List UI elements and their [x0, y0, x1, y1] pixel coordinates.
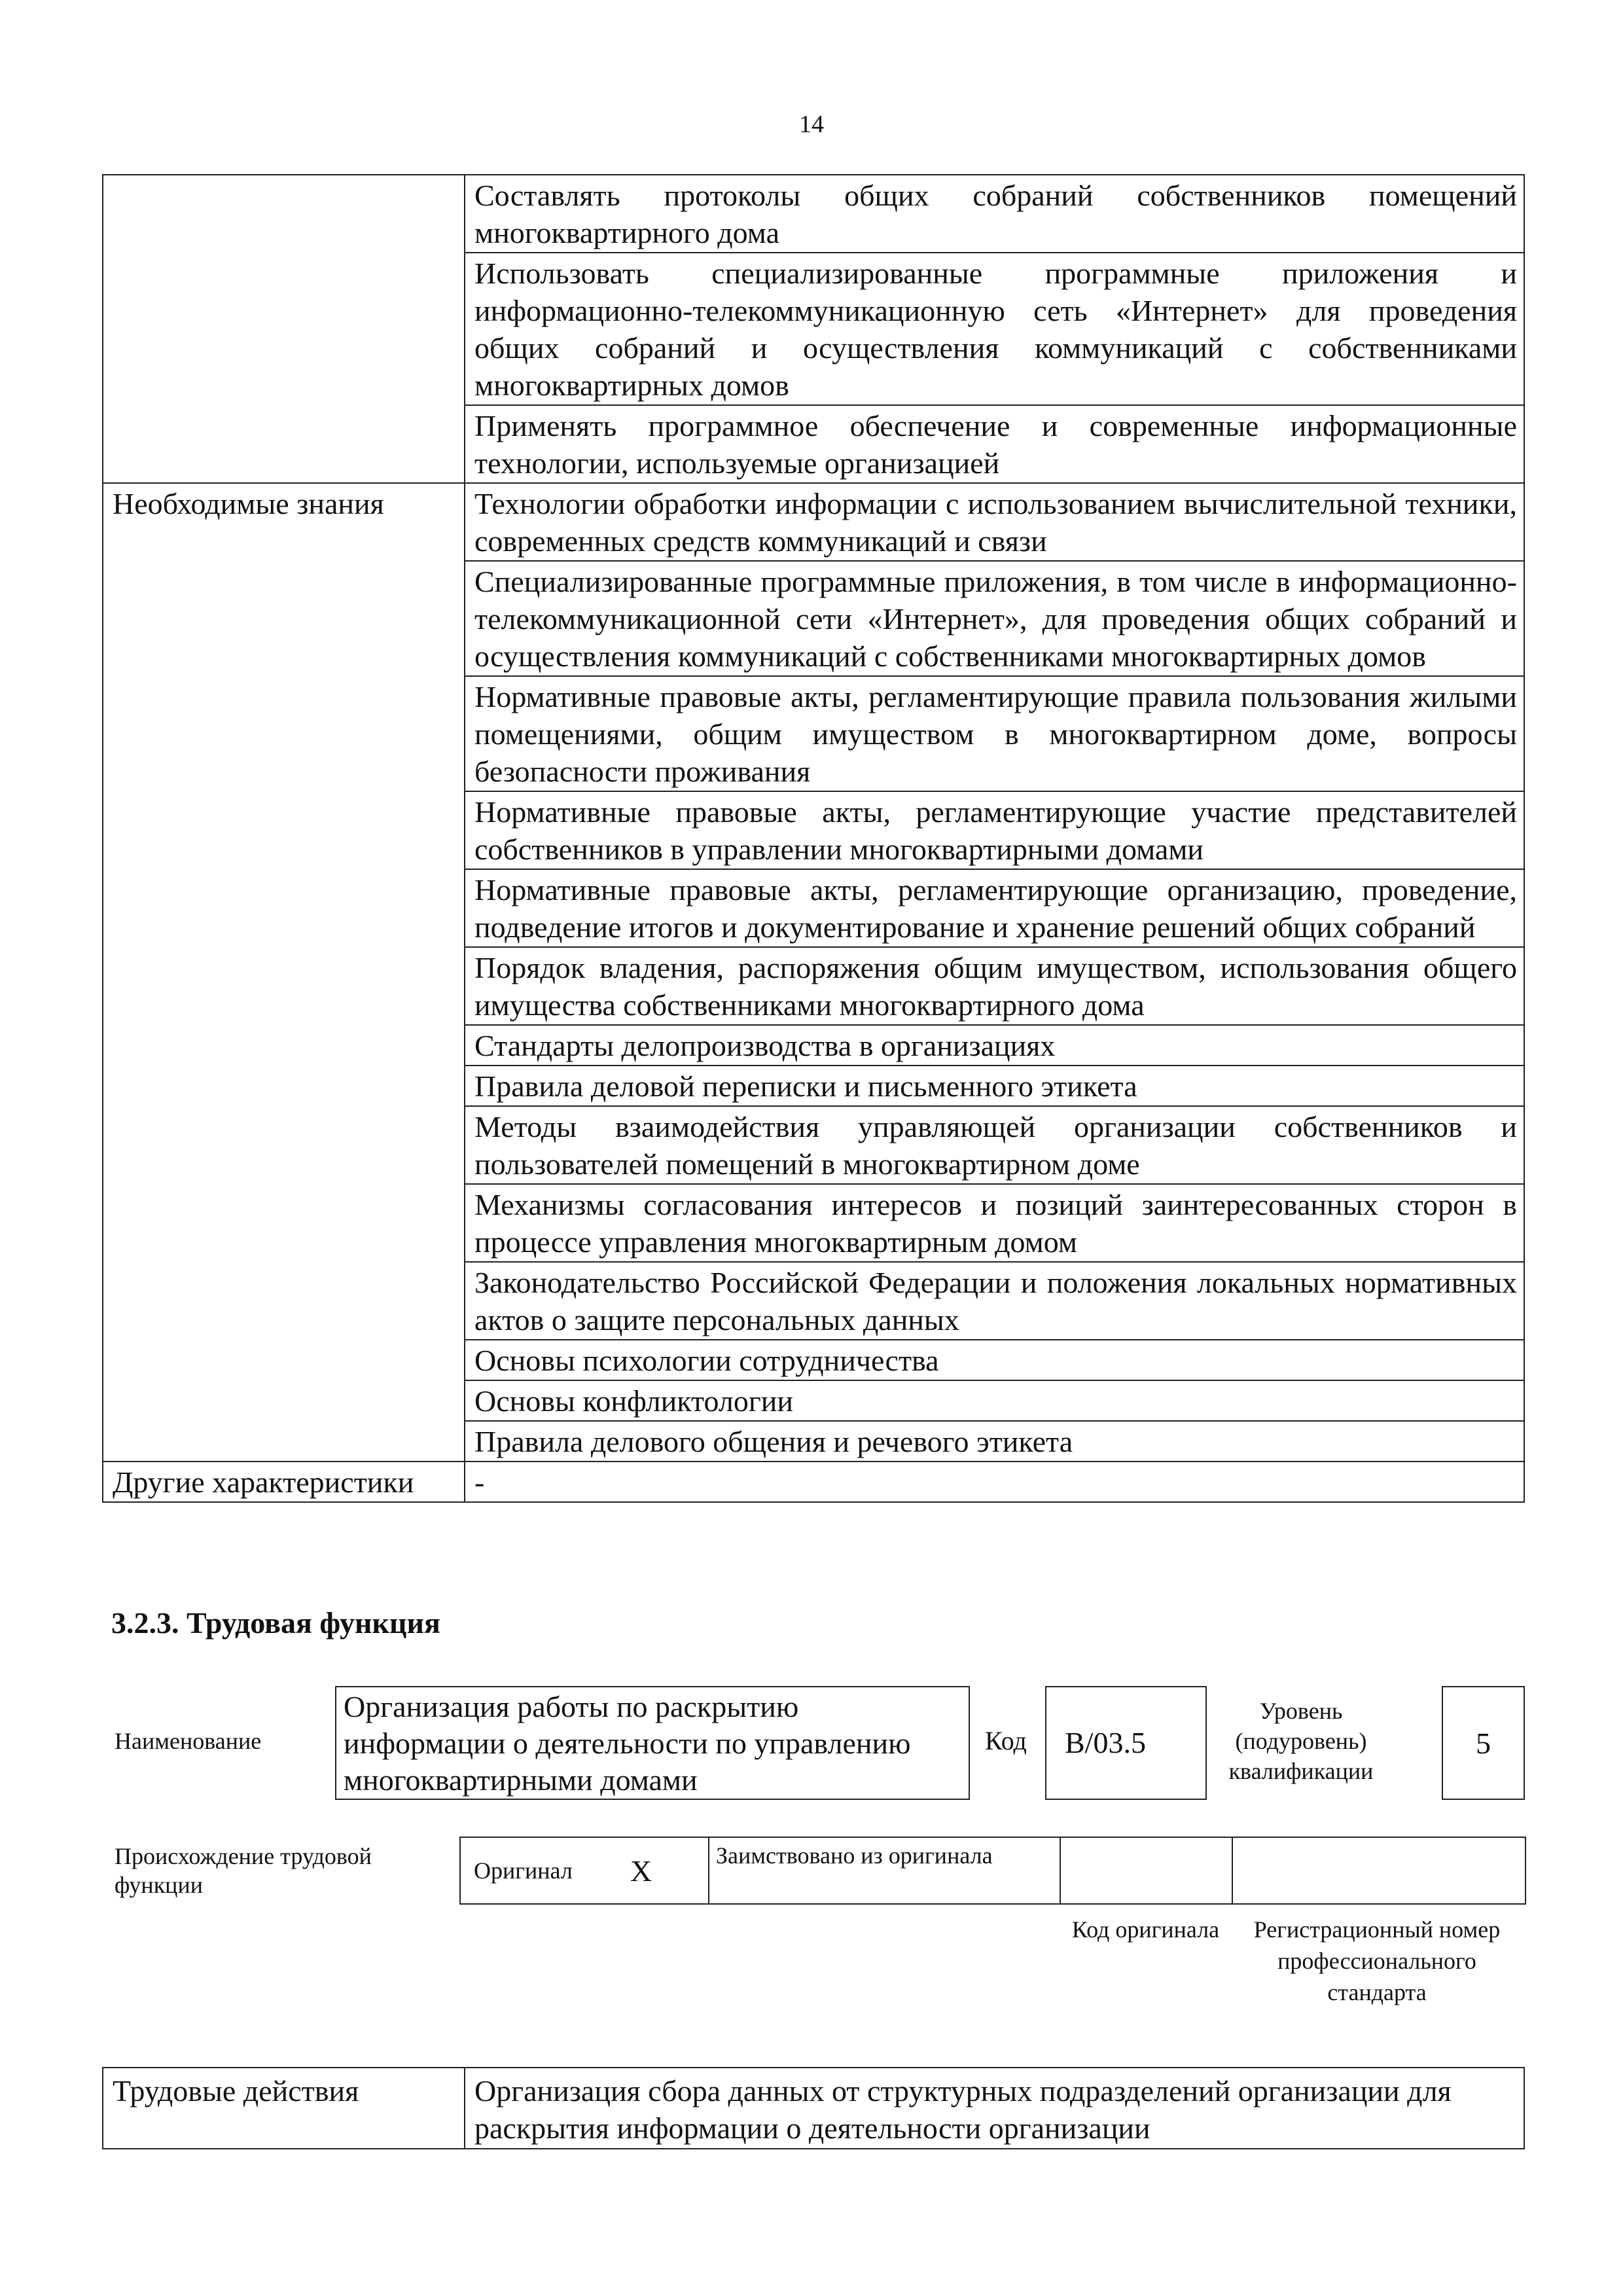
- original-code-cell: [1060, 1837, 1232, 1904]
- requirements-table: [102, 174, 1525, 1503]
- original-label: Оригинал: [460, 1837, 630, 1904]
- actions-label: Трудовые действия: [103, 2068, 465, 2149]
- function-name-box: Организация работы по раскрытию информации о деятельности по управлению многоквартирными домами: [335, 1686, 970, 1800]
- table-cell: Нормативные правовые акты, регламентирующие участие представителей собственников в управлении многоквартирными домами: [465, 791, 1524, 869]
- section-title: 3.2.3. Трудовая функция: [111, 1606, 440, 1640]
- table-cell: Порядок владения, распоряжения общим имуществом, использования общего имущества собственниками многоквартирного дома: [465, 947, 1524, 1025]
- table-cell: Составлять протоколы общих собраний собственников помещений многоквартирного дома: [465, 175, 1524, 253]
- row-label-skills: [103, 175, 465, 483]
- origin-label: Происхождение трудовой функции: [115, 1843, 372, 1898]
- row-label-knowledge: Необходимые знания: [103, 483, 465, 1462]
- page-number: 14: [799, 111, 824, 138]
- table-cell: Технологии обработки информации с использованием вычислительной техники, современных средств коммуникаций и связи: [465, 483, 1524, 561]
- table-cell: Основы психологии сотрудничества: [465, 1340, 1524, 1380]
- table-cell: Правила деловой переписки и письменного этикета: [465, 1066, 1524, 1106]
- table-cell: Специализированные программные приложения, в том числе в информационно-телекоммуникационной сети «Интернет», для проведения общих собраний и осуществления коммуникаций с собственниками многоквартирных домов: [465, 561, 1524, 676]
- table-cell: Основы конфликтологии: [465, 1380, 1524, 1421]
- table-cell: Нормативные правовые акты, регламентирующие правила пользования жилыми помещениями, общим имуществом в многоквартирном доме, вопросы безопасности проживания: [465, 676, 1524, 791]
- table-cell: Законодательство Российской Федерации и положения локальных нормативных актов о защите персональных данных: [465, 1262, 1524, 1340]
- table-cell: Нормативные правовые акты, регламентирующие организацию, проведение, подведение итогов и документирование и хранение решений общих собраний: [465, 869, 1524, 947]
- row-label-other: Другие характеристики: [103, 1462, 465, 1502]
- registration-number-cell: [1232, 1837, 1525, 1904]
- original-mark: X: [630, 1837, 709, 1904]
- table-row: [103, 2068, 1524, 2149]
- labor-actions-table: [102, 2067, 1525, 2149]
- table-cell: -: [465, 1462, 1524, 1502]
- table-row: [103, 483, 1524, 561]
- qualification-level-box: 5: [1442, 1686, 1525, 1800]
- code-original-caption: Код оригинала: [1071, 1916, 1220, 1943]
- function-code-box: B/03.5: [1045, 1686, 1207, 1800]
- borrowed-label: Заимствовано из оригинала: [709, 1837, 1060, 1904]
- registration-number-caption: Регистрационный номер профессионального стандарта: [1253, 1916, 1501, 2005]
- qualification-level-label: Уровень (подуровень) квалификации: [1228, 1698, 1374, 1784]
- table-cell: Стандарты делопроизводства в организациях: [465, 1025, 1524, 1066]
- table-cell: Правила делового общения и речевого этикета: [465, 1421, 1524, 1462]
- table-cell: Методы взаимодействия управляющей организации собственников и пользователей помещений в многоквартирном доме: [465, 1106, 1524, 1184]
- code-label: Код: [985, 1726, 1027, 1755]
- origin-table: [459, 1837, 1526, 1905]
- name-label: Наименование: [115, 1728, 262, 1754]
- table-cell: Механизмы согласования интересов и позиций заинтересованных сторон в процессе управления многоквартирным домом: [465, 1184, 1524, 1262]
- table-row: [103, 1462, 1524, 1502]
- table-cell: Использовать специализированные программные приложения и информационно-телекоммуникационную сеть «Интернет» для проведения общих собраний и осуществления коммуникаций с собственниками многоквартирных домов: [465, 253, 1524, 405]
- actions-text: Организация сбора данных от структурных подразделений организации для раскрытия информации о деятельности организации: [465, 2068, 1524, 2149]
- table-cell: Применять программное обеспечение и современные информационные технологии, используемые организацией: [465, 405, 1524, 483]
- table-row: [103, 175, 1524, 253]
